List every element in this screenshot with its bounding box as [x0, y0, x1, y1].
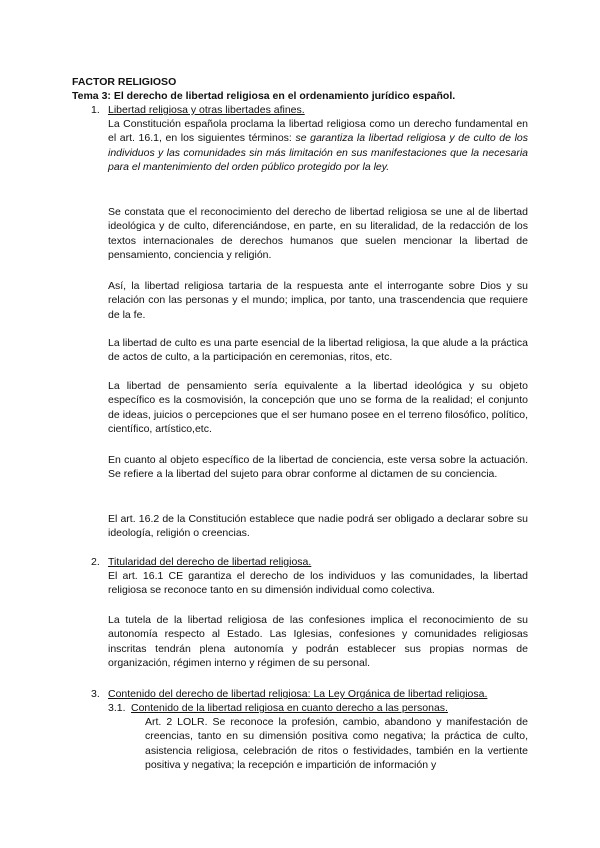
- paragraph: Art. 2 LOLR. Se reconoce la profesión, cambio, abandono y manifestación de creencias, tanto en su dimensión positiva como negativa; la práctica de culto, asistencia religiosa, celebración de ritos o festividades, también en la vertiente positiva y negativa; la recepción e impartición de información y: [145, 716, 528, 772]
- paragraph: El art. 16.2 de la Constitución establece que nadie podrá ser obligado a declarar sobre su ideología, religión o creencias.: [108, 513, 528, 540]
- section-title: Titularidad del derecho de libertad religiosa.: [108, 556, 312, 568]
- paragraph-lead: La Constitución española proclama la libertad religiosa como un derecho fundamental en el art. 16.1, en los siguientes términos:: [108, 118, 528, 145]
- paragraph: La libertad de pensamiento sería equivalente a la libertad ideológica y su objeto específico es la cosmovisión, la concepción que uno se forma de la realidad; el conjunto de ideas, juicios o percepciones que el ser humano posee en el terreno filosófico, político, científico, artístico,etc.: [108, 380, 528, 436]
- subsection-title: Contenido de la libertad religiosa en cuanto derecho a las personas.: [131, 702, 448, 714]
- paragraph: La tutela de la libertad religiosa de las confesiones implica el reconocimiento de su autonomía respecto al Estado. Las Iglesias, confesiones y comunidades religiosas inscritas tendrán plena autonomía y podrán establecer sus propias normas de organización, régimen interno y régimen de su personal.: [108, 614, 528, 670]
- paragraph: Así, la libertad religiosa tartaria de la respuesta ante el interrogante sobre Dios y su relación con las personas y el mundo; implica, por tanto, una trascendencia que requiere de la fe.: [108, 280, 528, 321]
- paragraph: Se constata que el reconocimiento del derecho de libertad religiosa se une al de libertad ideológica y de culto, diferenciándose, en parte, en su literalidad, de la redacción de los textos internacionales de derechos humanos que suelen mencionar la libertad de pensamiento, conciencia y religión.: [108, 206, 528, 262]
- section-title: Contenido del derecho de libertad religiosa: La Ley Orgánica de libertad religiosa.: [108, 688, 488, 700]
- subsection-number: 3.1.: [108, 702, 126, 714]
- section-number: 1.: [91, 104, 100, 116]
- paragraph: En cuanto al objeto específico de la libertad de conciencia, este versa sobre la actuación. Se refiere a la libertad del sujeto para obrar conforme al dictamen de su conciencia.: [108, 454, 528, 481]
- document-subtitle: Tema 3: El derecho de libertad religiosa en el ordenamiento jurídico español.: [72, 90, 456, 102]
- paragraph: El art. 16.1 CE garantiza el derecho de los individuos y las comunidades, la libertad religiosa se reconoce tanto en su dimensión individual como colectiva.: [108, 570, 528, 597]
- section-title: Libertad religiosa y otras libertades afines.: [108, 104, 305, 116]
- paragraph: La libertad de culto es una parte esencial de la libertad religiosa, la que alude a la práctica de actos de culto, a la participación en ceremonias, ritos, etc.: [108, 337, 528, 364]
- section-number: 2.: [91, 556, 100, 568]
- paragraph: [108, 117, 528, 175]
- section-number: 3.: [91, 688, 100, 700]
- document-title: FACTOR RELIGIOSO: [72, 76, 177, 88]
- constitution-quote: se garantiza la libertad religiosa y de culto de los individuos y las comunidades sin más limitación en sus manifestaciones que la necesaria para el mantenimiento del orden público protegido por la ley.: [108, 132, 528, 174]
